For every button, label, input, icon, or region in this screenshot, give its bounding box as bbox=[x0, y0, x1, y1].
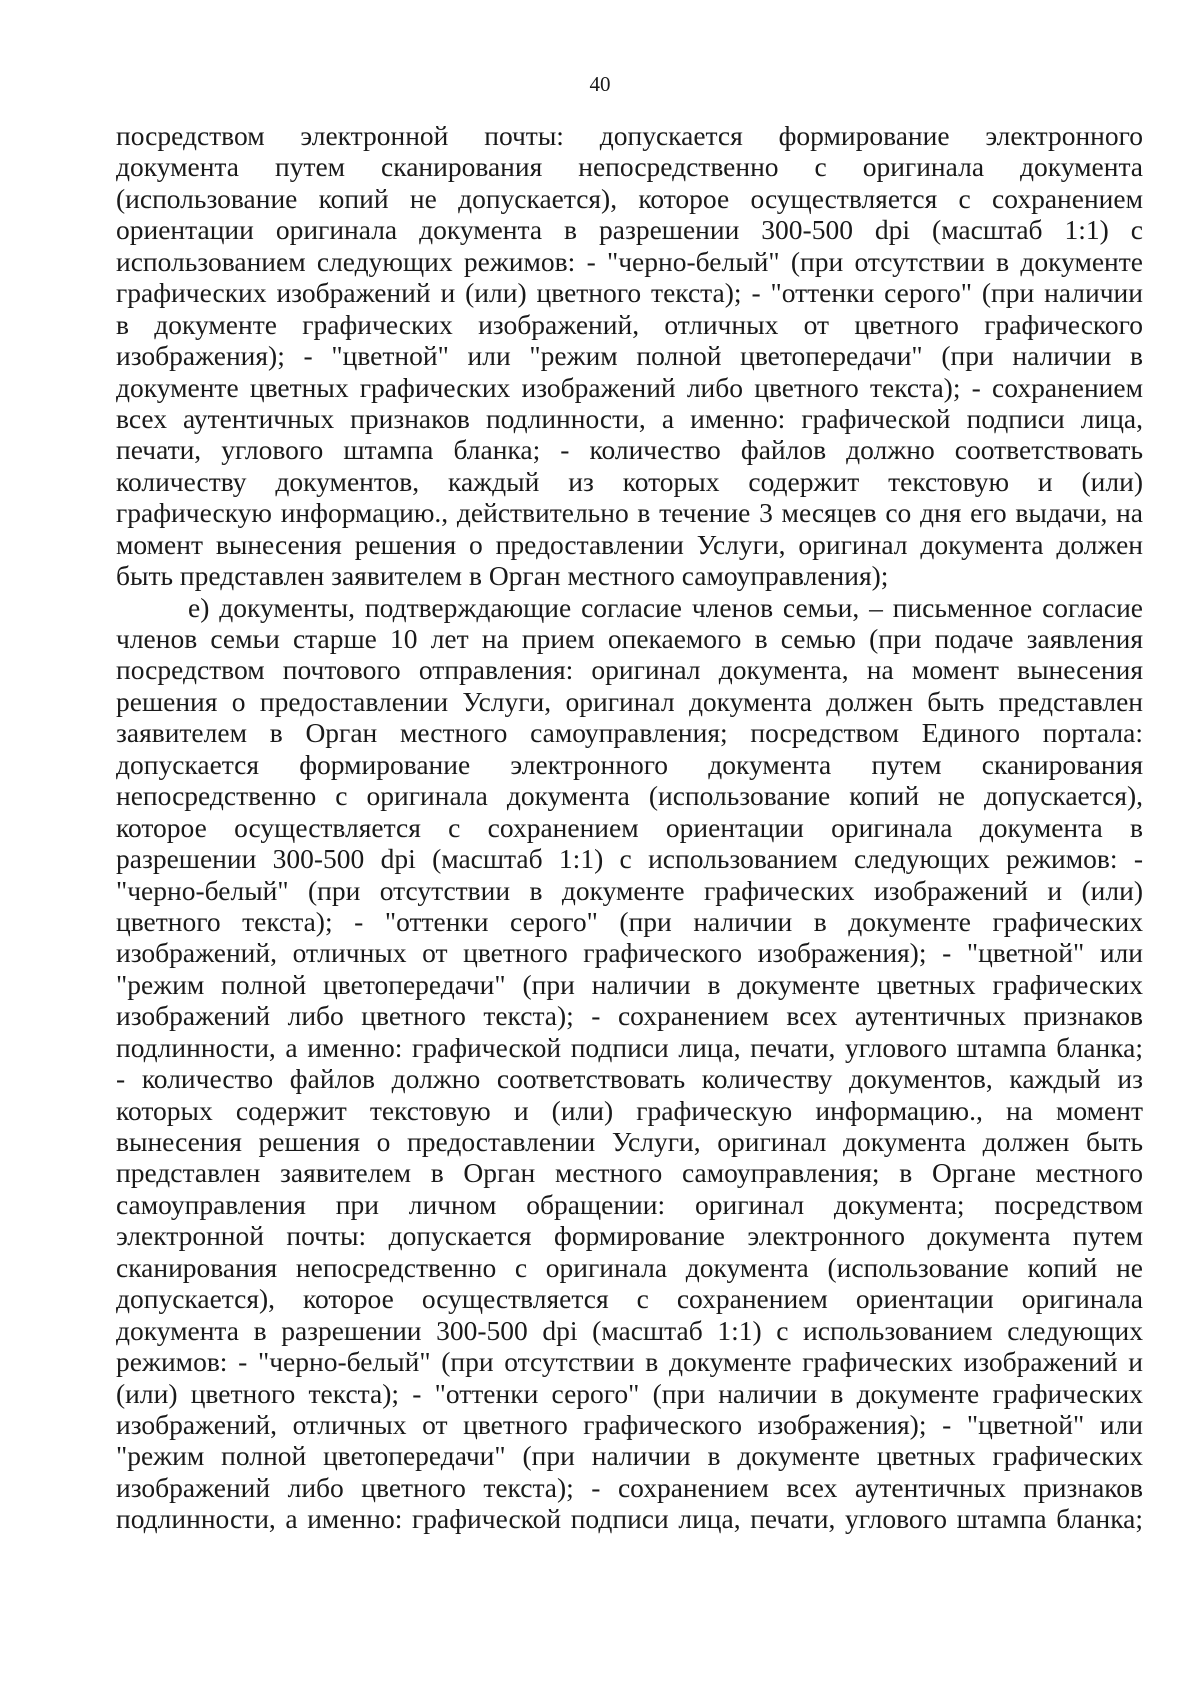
text-line: е) документы, подтверждающие согласие членов семьи, – письменное согласие bbox=[188, 591, 1143, 623]
text-line: электронной почты: допускается формирование электронного документа путем bbox=[116, 1220, 1143, 1252]
text-line: изображений, отличных от цветного графического изображения); - "цветной" или bbox=[116, 937, 1143, 969]
text-line: посредством электронной почты: допускается формирование электронного bbox=[116, 120, 1143, 151]
text-line: изображения); - "цветной" или "режим полной цветопередачи" (при наличии в bbox=[116, 340, 1143, 372]
text-line: (или) цветного текста); - "оттенки серого" (при наличии в документе графических bbox=[116, 1377, 1143, 1409]
text-line: (использование копий не допускается), которое осуществляется с сохранением bbox=[116, 182, 1143, 214]
text-line: допускается формирование электронного документа путем сканирования bbox=[116, 748, 1143, 780]
text-line: графическую информацию., действительно в течение 3 месяцев со дня его выдачи, на bbox=[116, 497, 1143, 529]
text-line: графических изображений и (или) цветного текста); - "оттенки серого" (при наличии bbox=[116, 277, 1143, 309]
text-line: представлен заявителем в Орган местного самоуправления; в Органе местного bbox=[116, 1157, 1143, 1189]
text-line: решения о предоставлении Услуги, оригинал документа должен быть представлен bbox=[116, 685, 1143, 717]
text-line: использованием следующих режимов: - "черно-белый" (при отсутствии в документе bbox=[116, 245, 1143, 277]
text-line: документа путем сканирования непосредственно с оригинала документа bbox=[116, 151, 1143, 183]
text-line: документа в разрешении 300-500 dpi (масштаб 1:1) с использованием следующих bbox=[116, 1314, 1143, 1346]
text-line: которое осуществляется с сохранением ориентации оригинала документа в bbox=[116, 811, 1143, 843]
text-line: печати, углового штампа бланка; - количество файлов должно соответствовать bbox=[116, 434, 1143, 466]
text-line: сканирования непосредственно с оригинала документа (использование копий не bbox=[116, 1251, 1143, 1283]
text-line: изображений, отличных от цветного графического изображения); - "цветной" или bbox=[116, 1408, 1143, 1440]
text-line: ориентации оригинала документа в разрешении 300-500 dpi (масштаб 1:1) с bbox=[116, 214, 1143, 246]
document-body-text bbox=[116, 120, 1143, 1535]
text-line: непосредственно с оригинала документа (использование копий не допускается), bbox=[116, 780, 1143, 812]
text-line: "черно-белый" (при отсутствии в документе графических изображений и (или) bbox=[116, 874, 1143, 906]
text-line: которых содержит текстовую и (или) графическую информацию., на момент bbox=[116, 1094, 1143, 1126]
text-line: всех аутентичных признаков подлинности, а именно: графической подписи лица, bbox=[116, 402, 1143, 434]
text-line: изображений либо цветного текста); - сохранением всех аутентичных признаков bbox=[116, 1000, 1143, 1032]
text-line: допускается), которое осуществляется с сохранением ориентации оригинала bbox=[116, 1283, 1143, 1315]
text-line: посредством почтового отправления: оригинал документа, на момент вынесения bbox=[116, 654, 1143, 686]
text-line: - количество файлов должно соответствовать количеству документов, каждый из bbox=[116, 1063, 1143, 1095]
text-line: самоуправления при личном обращении: оригинал документа; посредством bbox=[116, 1188, 1143, 1220]
text-line: подлинности, а именно: графической подписи лица, печати, углового штампа бланка; bbox=[116, 1031, 1143, 1063]
text-line: "режим полной цветопередачи" (при наличии в документе цветных графических bbox=[116, 968, 1143, 1000]
text-line: количеству документов, каждый из которых содержит текстовую и (или) bbox=[116, 465, 1143, 497]
text-line: подлинности, а именно: графической подписи лица, печати, углового штампа бланка; bbox=[116, 1503, 1143, 1535]
text-line: разрешении 300-500 dpi (масштаб 1:1) с использованием следующих режимов: - bbox=[116, 843, 1143, 875]
text-line: изображений либо цветного текста); - сохранением всех аутентичных признаков bbox=[116, 1471, 1143, 1503]
page-number: 40 bbox=[589, 72, 611, 96]
text-line: быть представлен заявителем в Орган местного самоуправления); bbox=[116, 560, 889, 592]
text-line: в документе графических изображений, отличных от цветного графического bbox=[116, 308, 1143, 340]
text-line: цветного текста); - "оттенки серого" (при наличии в документе графических bbox=[116, 905, 1143, 937]
text-line: момент вынесения решения о предоставлении Услуги, оригинал документа должен bbox=[116, 528, 1143, 560]
text-line: членов семьи старше 10 лет на прием опекаемого в семью (при подаче заявления bbox=[116, 623, 1143, 654]
text-line: документе цветных графических изображений либо цветного текста); - сохранением bbox=[116, 371, 1143, 403]
text-line: режимов: - "черно-белый" (при отсутствии в документе графических изображений и bbox=[116, 1346, 1143, 1378]
text-line: заявителем в Орган местного самоуправления; посредством Единого портала: bbox=[116, 717, 1143, 749]
text-line: "режим полной цветопередачи" (при наличии в документе цветных графических bbox=[116, 1440, 1143, 1472]
text-line: вынесения решения о предоставлении Услуги, оригинал документа должен быть bbox=[116, 1126, 1143, 1157]
